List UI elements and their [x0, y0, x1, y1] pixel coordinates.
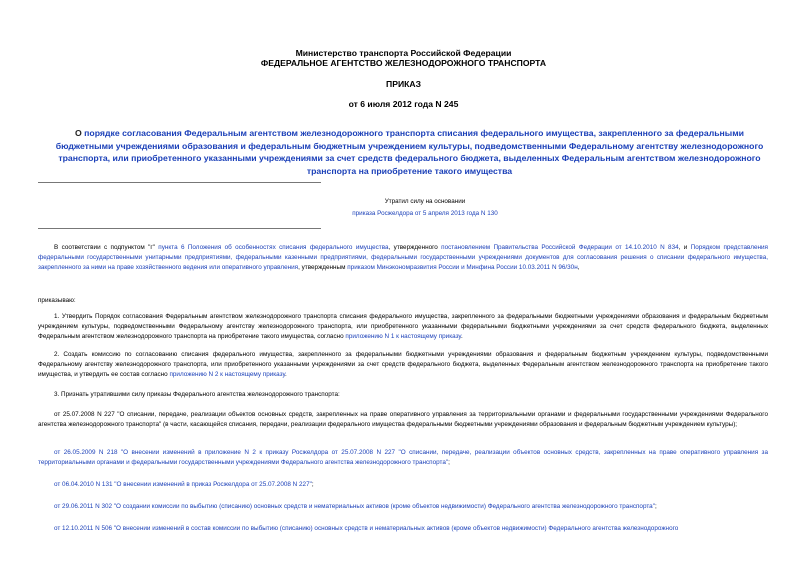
preamble-link[interactable]: постановлением Правительства Российской Федерации от 14.10.2010 N 834	[441, 244, 679, 251]
paragraph-2	[38, 350, 768, 380]
revoked-order-3	[38, 480, 768, 490]
revoked-order-5	[38, 524, 768, 534]
item-tail: ;	[654, 503, 657, 510]
revoked-order-2	[38, 448, 768, 468]
revoked-order-link[interactable]: от 26.05.2009 N 218 "О внесении изменений в приложение N 2 к приказу Росжелдора от 25.07.2008 N 227 "О списании, передаче, реализации объектов основных средств, закрепленных на праве оперативного управления за территориальными органами и федеральными государственными учреждениями Федерального агентства железнодорожного транспорта"	[38, 449, 768, 466]
document-date: от 6 июля 2012 года N 245	[348, 99, 459, 109]
title-prefix: О	[75, 128, 85, 138]
paragraph-1	[38, 312, 768, 342]
revoked-order-link[interactable]: от 29.06.2011 N 302 "О создании комиссии по выбытию (списанию) основных средств и нематериальных активов (кроме объектов недвижимости) Федерального агентства железнодорожного транспорта"	[54, 503, 655, 510]
orders-label: приказываю:	[38, 297, 76, 304]
preamble-text: ,	[577, 264, 580, 271]
paragraph-text: .	[285, 371, 287, 378]
item-tail: ;	[311, 481, 314, 488]
paragraph-text: 1. Утвердить Порядок согласования Федеральным агентством железнодорожного транспорта списания федерального имущества, закрепленного за федеральными бюджетными учреждениями образования и федеральным бюджетным учреждением культуры, подведомственными Федеральному агентству железнодорожного транспорта, или приобретенного указанными федеральными бюджетными учреждениями за счет средств федерального бюджета, выделенных Федеральным агентством железнодорожного транспорта на приобретение такого имущества, согласно	[38, 313, 768, 340]
status-link[interactable]: приказа Росжелдора от 5 апреля 2013 года N 130	[352, 210, 498, 217]
divider-line	[38, 182, 321, 183]
preamble-text: , утвержденного	[388, 244, 442, 251]
ministry-name: Министерство транспорта Российской Федерации	[295, 48, 512, 58]
appendix-1-link[interactable]: приложению N 1 к настоящему приказу	[345, 333, 461, 340]
paragraph-3: 3. Признать утратившими силу приказы Федерального агентства железнодорожного транспорта:	[54, 391, 340, 398]
preamble-link[interactable]: пункта 6 Положения об особенностях списания федерального имущества	[158, 244, 389, 251]
agency-name: ФЕДЕРАЛЬНОЕ АГЕНТСТВО ЖЕЛЕЗНОДОРОЖНОГО ТРАНСПОРТА	[260, 58, 547, 68]
preamble-link[interactable]: Порядком представления федеральными государственными унитарными предприятиями, федеральными казенными предприятиями, федеральными государственными учреждениями документов для согласования решения о списании федерального имущества, закрепленного за ними на праве хозяйственного ведения или оперативного управления	[38, 244, 768, 271]
revoked-order-link[interactable]: от 12.10.2011 N 506 "О внесении изменений в состав комиссии по выбытию (списанию) основных средств и нематериальных активов (кроме объектов недвижимости) Федерального агентства железнодорожного	[54, 525, 679, 532]
preamble-paragraph	[38, 243, 768, 273]
revoked-order-1: от 25.07.2008 N 227 "О списании, передаче, реализации объектов основных средств, закрепленных на праве оперативного управления за территориальными органами и федеральными государственными учреждениями Федерального агентства железнодорожного транспорта" (в части, касающейся списания, передачи, реализации федерального имущества федеральными бюджетными учреждениями образования и федеральным бюджетным учреждением культуры);	[38, 411, 768, 428]
item-tail: ;	[448, 459, 450, 466]
preamble-text: , утвержденным	[298, 264, 348, 271]
paragraph-text: .	[460, 333, 463, 340]
appendix-2-link[interactable]: приложению N 2 к настоящему приказу	[169, 371, 286, 378]
divider-line	[38, 228, 321, 229]
status-line: Утратил силу на основании	[384, 198, 466, 205]
revoked-order-4	[38, 502, 768, 512]
document-title	[52, 127, 767, 177]
document-type: ПРИКАЗ	[386, 79, 421, 89]
revoked-order-link[interactable]: от 06.04.2010 N 131 "О внесении изменений в приказ Росжелдора от 25.07.2008 N 227"	[54, 481, 312, 488]
status-note	[300, 196, 550, 220]
preamble-link[interactable]: приказом Минэкономразвития России и Минфина России 10.03.2011 N 96/30н	[347, 264, 578, 271]
paragraph-text: 2. Создать комиссию по согласованию списания федерального имущества, закрепленного за федеральными бюджетными учреждениями образования и федеральным бюджетным учреждением культуры, подведомственными Федеральному агентству железнодорожного транспорта, или приобретенного указанными учреждениями за счет средств федерального бюджета, выделенных Федеральным агентством железнодорожного транспорта на приобретение такого имущества, и утвердить ее состав согласно	[38, 351, 768, 378]
preamble-text: В соответствии с подпунктом "г"	[54, 244, 159, 251]
preamble-text: , и	[678, 244, 691, 251]
title-link[interactable]: порядке согласования Федеральным агентством железнодорожного транспорта списания федерального имущества, закрепленного за федеральными бюджетными учреждениями образования и федеральным бюджетным учреждением культуры, подведомственными Федеральному агентству железнодорожного транспорта, или приобретенного указанными учреждениями за счет средств федерального бюджета, выделенных Федеральным агентством железнодорожного транспорта на приобретение такого имущества	[55, 128, 764, 176]
